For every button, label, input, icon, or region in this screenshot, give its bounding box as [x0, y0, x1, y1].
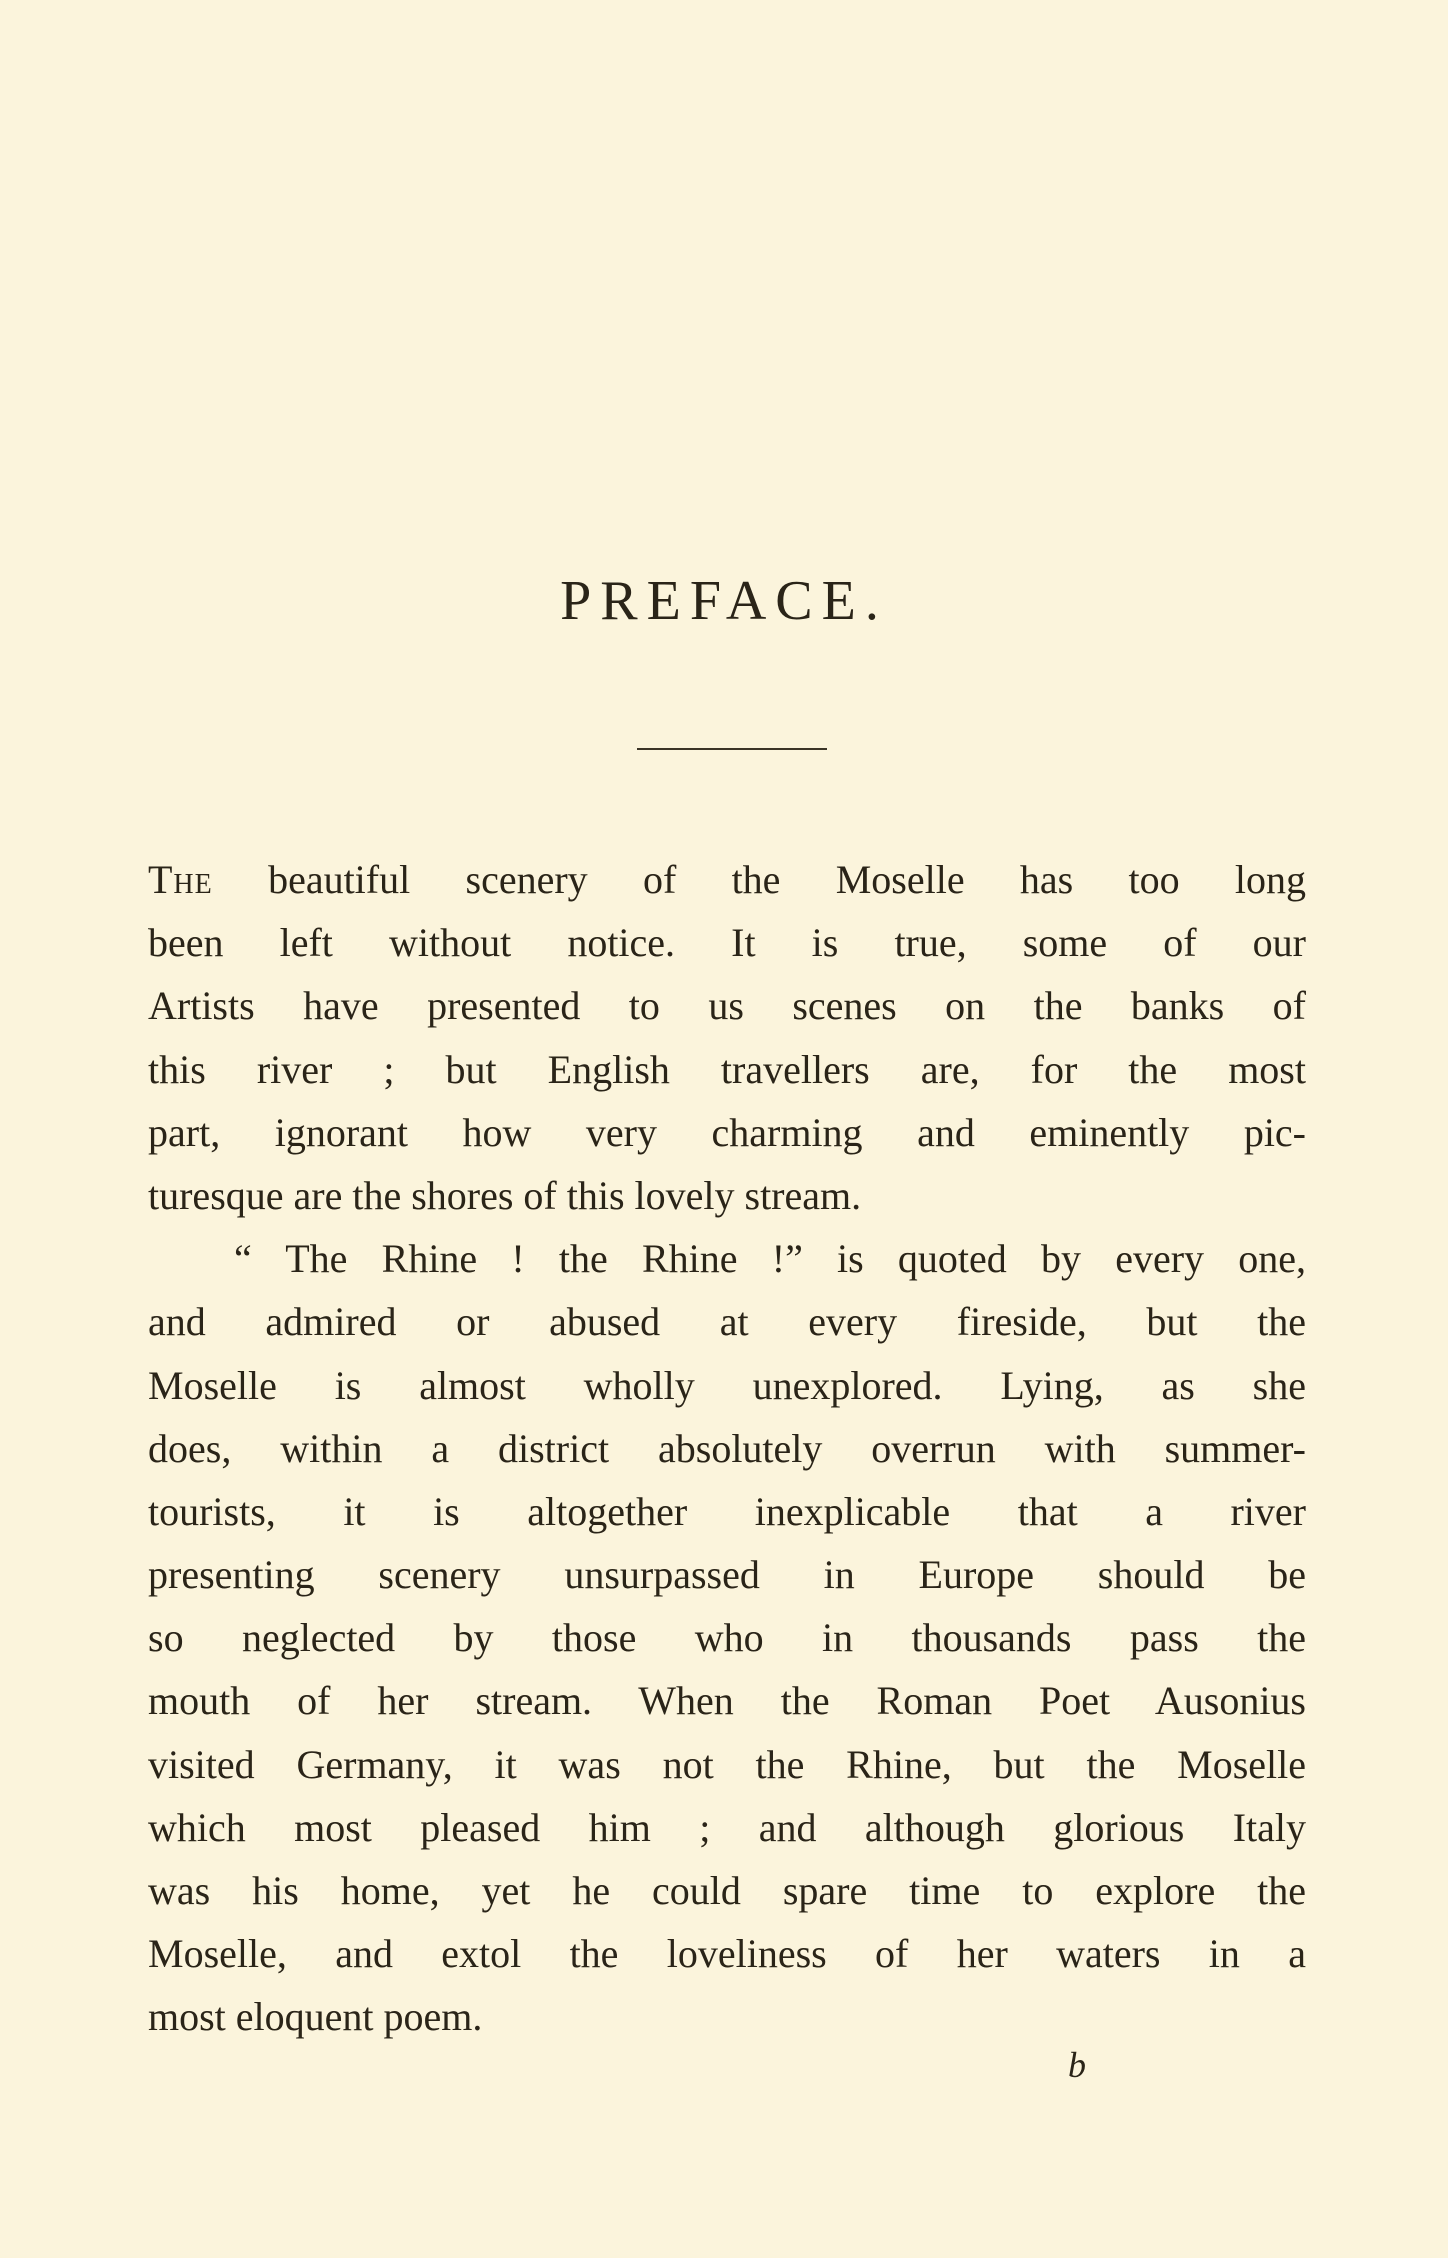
text-line: turesque are the shores of this lovely stream. [148, 1172, 862, 1218]
signature-mark: b [1068, 2045, 1086, 2085]
text-line: Artists have presented to us scenes on the banks of [148, 983, 1306, 1029]
text-line: been left without notice. It is true, some of our [148, 920, 1306, 966]
paragraph-2 [148, 1227, 1306, 2048]
text-line: presenting scenery unsurpassed in Europe should be [148, 1552, 1306, 1598]
text-line: does, within a district absolutely overrun with summer- [148, 1425, 1306, 1471]
preface-body [148, 848, 1306, 2049]
text-line: was his home, yet he could spare time to explore the [148, 1868, 1306, 1913]
text-line: visited Germany, it was not the Rhine, but the Moselle [148, 1741, 1306, 1787]
text-line: and admired or abused at every fireside, but the [148, 1299, 1306, 1345]
lead-word: The [148, 857, 213, 902]
text-line: tourists, it is altogether inexplicable that a river [148, 1488, 1306, 1534]
text-line: “ The Rhine ! the Rhine !” is quoted by every one, [234, 1236, 1306, 1282]
text-line [148, 848, 1306, 911]
text-line-content: beautiful scenery of the Moselle has too long [268, 857, 1307, 902]
text-line: mouth of her stream. When the Roman Poet Ausonius [148, 1678, 1306, 1724]
text-line: Moselle is almost wholly unexplored. Lying, as she [148, 1362, 1306, 1408]
text-line: most eloquent poem. [148, 1994, 483, 2040]
text-line: part, ignorant how very charming and eminently pic- [148, 1109, 1306, 1155]
text-line: which most pleased him ; and although glorious Italy [148, 1804, 1306, 1850]
title-divider [637, 748, 827, 750]
page-title: PREFACE. [560, 570, 888, 632]
paragraph-1 [148, 848, 1306, 1227]
text-line: so neglected by those who in thousands pass the [148, 1615, 1306, 1661]
text-line: Moselle, and extol the loveliness of her waters in a [148, 1931, 1306, 1977]
text-line: this river ; but English travellers are, for the most [148, 1046, 1306, 1092]
